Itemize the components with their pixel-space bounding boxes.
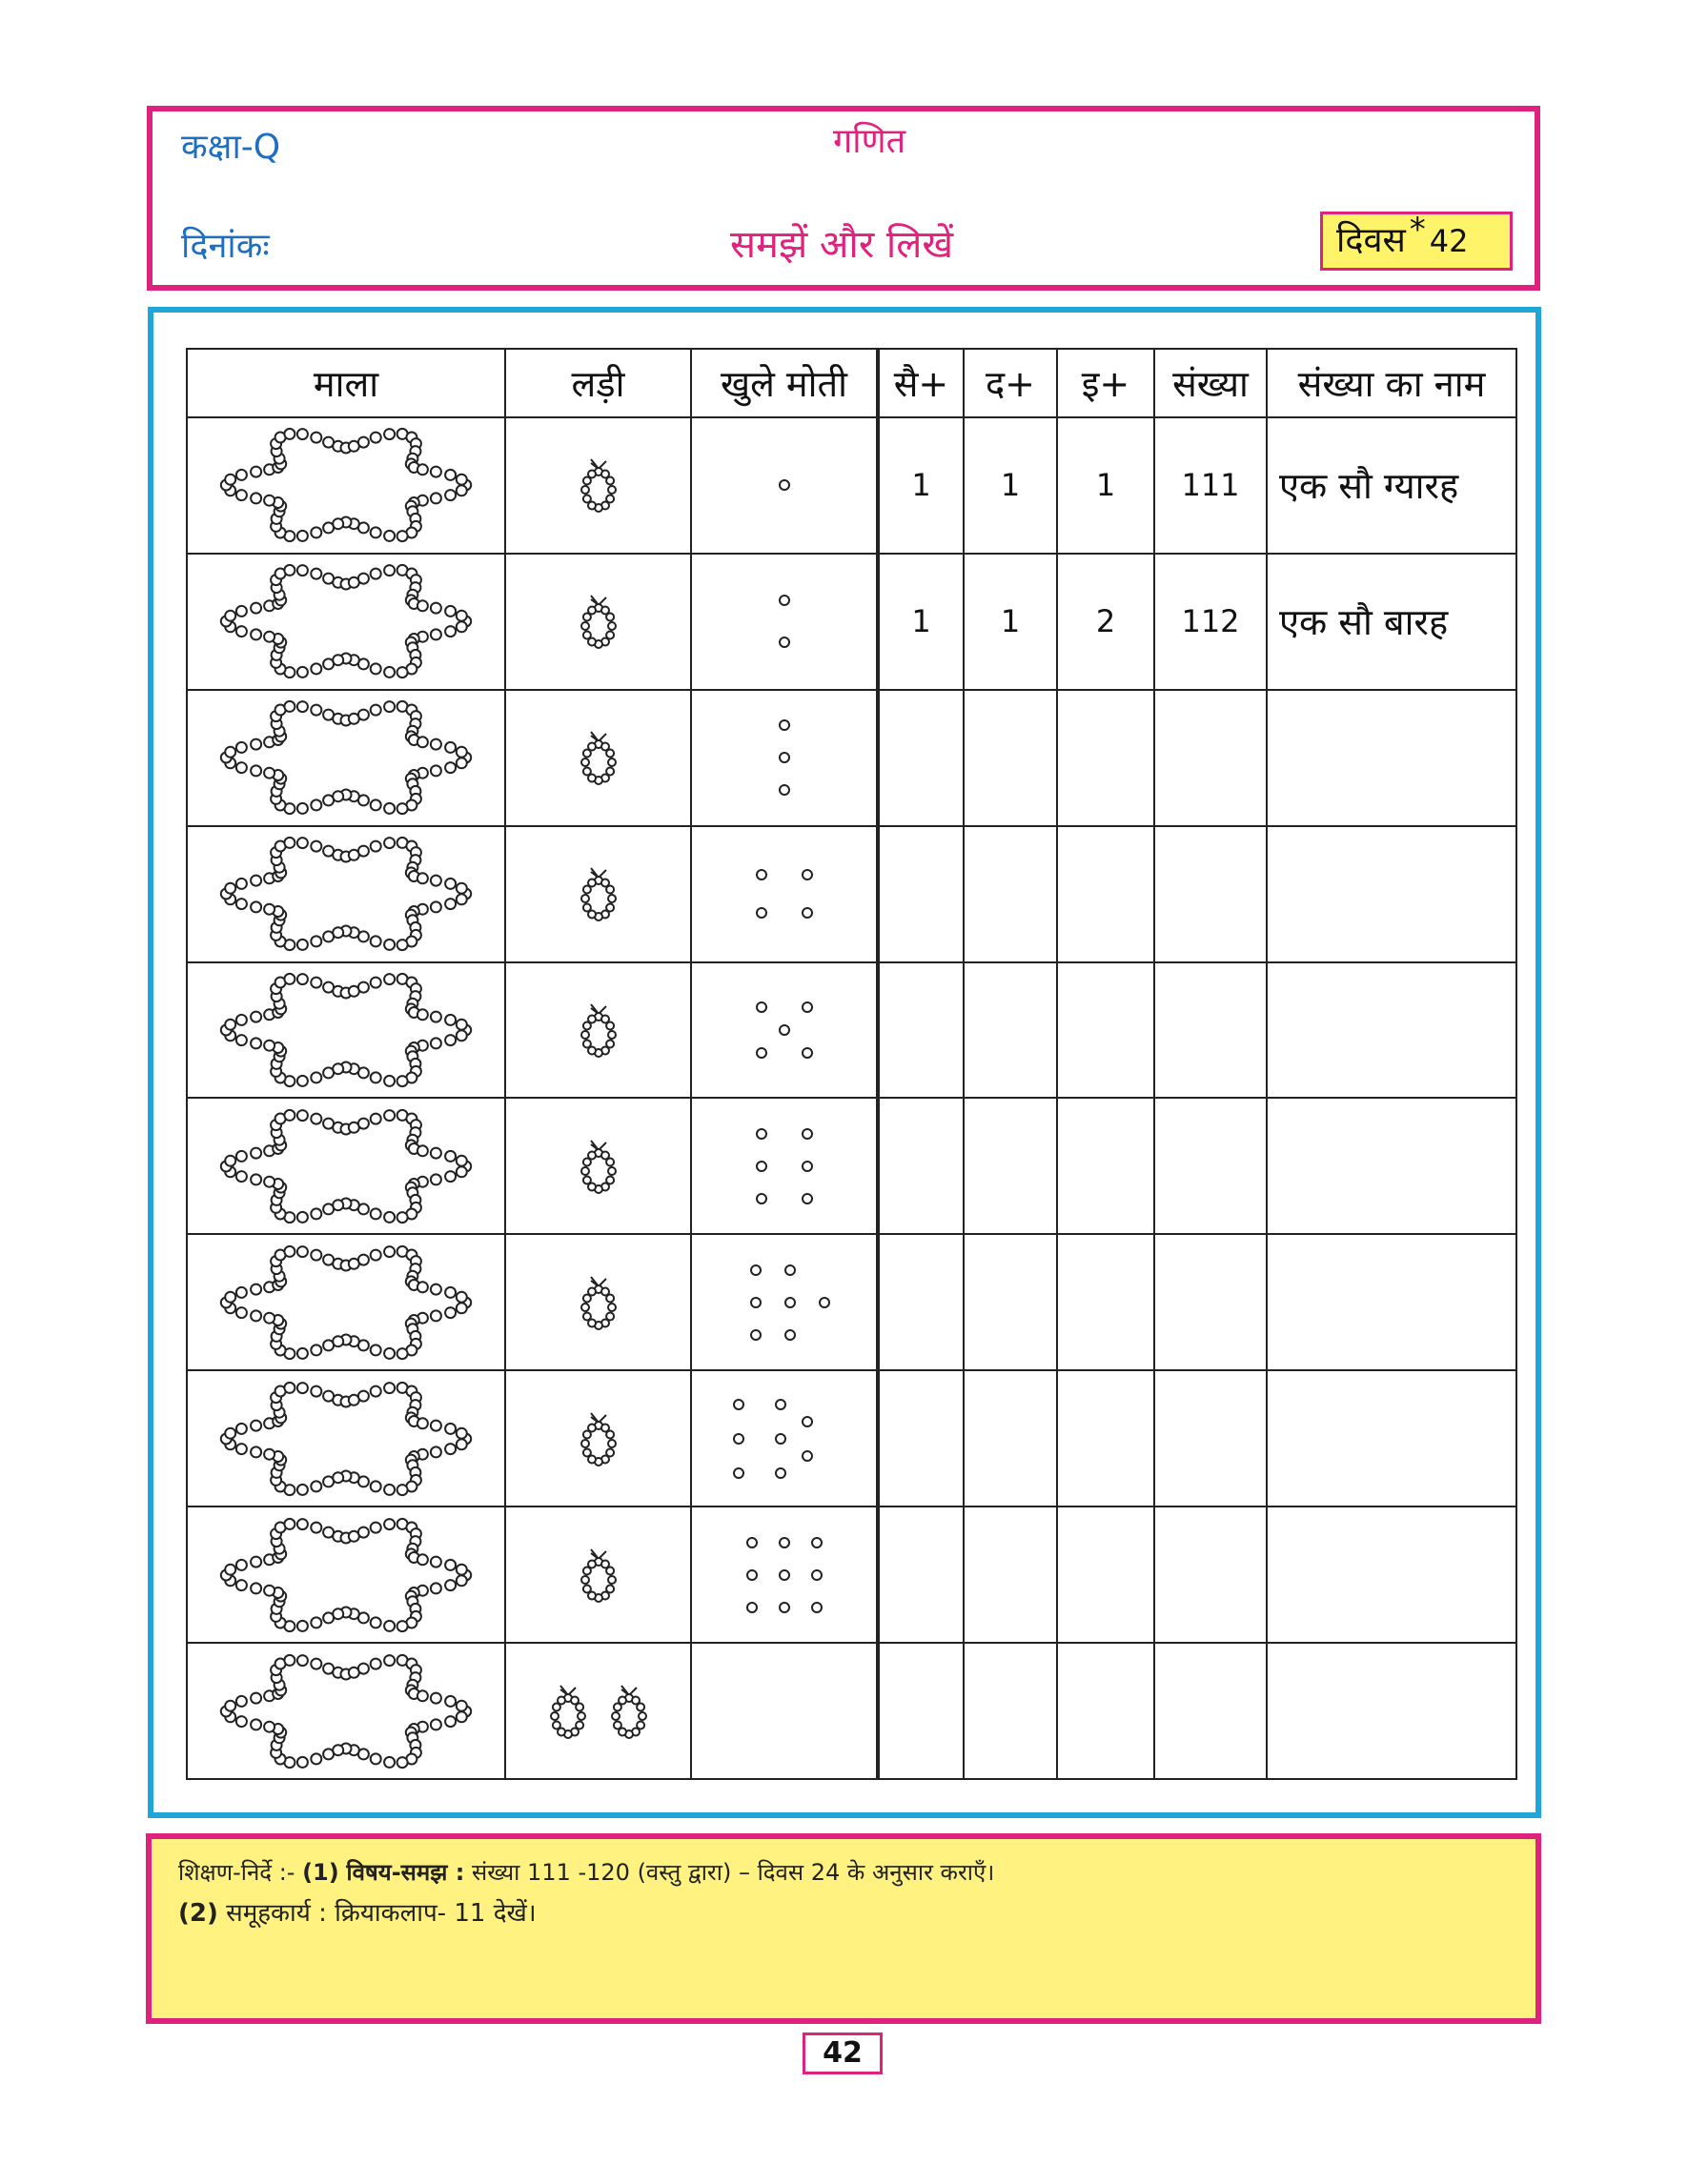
- loose-beads-icon: [713, 841, 856, 946]
- hundreds-cell[interactable]: [878, 826, 964, 962]
- teaching-notes-box: [146, 1833, 1541, 2024]
- strand-cell: [505, 826, 691, 962]
- bead-strand-icon: [577, 728, 620, 787]
- hundreds-cell[interactable]: [878, 1370, 964, 1507]
- garland-cell: [187, 826, 505, 962]
- garland-icon: [217, 1508, 475, 1642]
- number-name-cell[interactable]: [1267, 1643, 1516, 1779]
- loose-beads-icon: [713, 1250, 856, 1355]
- worksheet-table: [186, 348, 1517, 1780]
- table-row: [187, 1643, 1516, 1779]
- note-1-text: संख्या 111 -120 (वस्तु द्वारा) – दिवस 24 के अनुसार कराएँ।: [472, 1859, 995, 1886]
- number-name-cell[interactable]: [1267, 1507, 1516, 1643]
- day-number: 42: [1429, 223, 1469, 259]
- bead-strand-icon: [607, 1682, 651, 1741]
- strand-cell: [505, 690, 691, 826]
- loose-beads-icon: [713, 433, 856, 537]
- garland-icon: [217, 691, 475, 824]
- bead-strand-icon: [577, 1546, 620, 1605]
- tens-cell[interactable]: [964, 1507, 1057, 1643]
- note-1-number: (1): [302, 1859, 339, 1886]
- hundreds-cell[interactable]: [878, 1098, 964, 1234]
- loose-beads-icon: [713, 1523, 856, 1628]
- ones-cell[interactable]: [1057, 1507, 1154, 1643]
- col-header-number-name: संख्या का नाम: [1267, 349, 1516, 417]
- bead-strand-icon: [546, 1682, 590, 1741]
- table-row: [187, 962, 1516, 1099]
- number-cell[interactable]: 112: [1154, 554, 1267, 690]
- bead-strand-icon: [577, 455, 620, 515]
- hundreds-cell[interactable]: [878, 690, 964, 826]
- number-name-cell[interactable]: [1267, 1370, 1516, 1507]
- number-cell[interactable]: [1154, 1234, 1267, 1370]
- number-name-cell[interactable]: [1267, 962, 1516, 1099]
- number-name-cell[interactable]: [1267, 1234, 1516, 1370]
- loose-beads-cell: [691, 826, 878, 962]
- tens-cell[interactable]: [964, 962, 1057, 1099]
- strand-cell: [505, 1234, 691, 1370]
- loose-beads-cell: [691, 1643, 878, 1779]
- ones-cell[interactable]: 2: [1057, 554, 1154, 690]
- number-cell[interactable]: 111: [1154, 417, 1267, 554]
- class-label: कक्षा-Q: [181, 128, 281, 167]
- tens-cell[interactable]: [964, 1643, 1057, 1779]
- bead-strand-icon: [577, 1001, 620, 1060]
- strand-cell: [505, 1643, 691, 1779]
- garland-icon: [217, 1645, 475, 1778]
- ones-cell[interactable]: [1057, 1643, 1154, 1779]
- garland-icon: [217, 1236, 475, 1369]
- table-row: [187, 826, 1516, 962]
- hundreds-cell[interactable]: [878, 1643, 964, 1779]
- note-label: शिक्षण-निर्दे: [178, 1859, 273, 1886]
- tens-cell[interactable]: [964, 1370, 1057, 1507]
- day-word: दिवस: [1336, 221, 1406, 260]
- garland-cell: [187, 1643, 505, 1779]
- garland-icon: [217, 418, 475, 552]
- hundreds-cell[interactable]: [878, 1507, 964, 1643]
- loose-beads-cell: [691, 690, 878, 826]
- teaching-note-2: [178, 1894, 537, 1929]
- col-header-ladi: लड़ी: [505, 349, 691, 417]
- number-name-cell[interactable]: एक सौ बारह: [1267, 554, 1516, 690]
- garland-cell: [187, 1234, 505, 1370]
- header-box: [147, 106, 1540, 291]
- loose-beads-cell: [691, 1507, 878, 1643]
- garland-cell: [187, 554, 505, 690]
- loose-beads-icon: [713, 978, 856, 1082]
- garland-icon: [217, 1372, 475, 1506]
- worksheet-frame: [148, 307, 1541, 1818]
- garland-icon: [217, 555, 475, 688]
- date-label: दिनांकः: [181, 227, 270, 266]
- hundreds-cell[interactable]: 1: [878, 417, 964, 554]
- strand-cell: [505, 1370, 691, 1507]
- number-cell[interactable]: [1154, 1370, 1267, 1507]
- table-body: [187, 417, 1516, 1779]
- ones-cell[interactable]: 1: [1057, 417, 1154, 554]
- number-cell[interactable]: [1154, 1098, 1267, 1234]
- number-name-cell[interactable]: एक सौ ग्यारह: [1267, 417, 1516, 554]
- col-header-mala: माला: [187, 349, 505, 417]
- table-row: [187, 1370, 1516, 1507]
- number-name-cell[interactable]: [1267, 826, 1516, 962]
- strand-cell: [505, 417, 691, 554]
- loose-beads-icon: [713, 705, 856, 810]
- garland-cell: [187, 1507, 505, 1643]
- strand-cell: [505, 1507, 691, 1643]
- tens-cell[interactable]: [964, 690, 1057, 826]
- garland-cell: [187, 417, 505, 554]
- number-name-cell[interactable]: [1267, 690, 1516, 826]
- tens-cell[interactable]: 1: [964, 554, 1057, 690]
- hundreds-cell[interactable]: 1: [878, 554, 964, 690]
- note-2-text: समूहकार्य : क्रियाकलाप- 11 देखें।: [226, 1899, 537, 1928]
- strand-cell: [505, 962, 691, 1099]
- garland-cell: [187, 1098, 505, 1234]
- strand-cell: [505, 1098, 691, 1234]
- topic-title: समझें और लिखें: [730, 223, 954, 267]
- garland-icon: [217, 827, 475, 961]
- teaching-note-1: [178, 1856, 994, 1888]
- header-row: [187, 349, 1516, 417]
- col-header-loose-beads: खुले मोती: [691, 349, 878, 417]
- number-cell[interactable]: [1154, 690, 1267, 826]
- number-cell[interactable]: [1154, 826, 1267, 962]
- col-header-ones: इ+: [1057, 349, 1154, 417]
- hundreds-cell[interactable]: [878, 1234, 964, 1370]
- garland-cell: [187, 962, 505, 1099]
- subject-label: गणित: [833, 122, 906, 161]
- ones-cell[interactable]: [1057, 826, 1154, 962]
- table-row: [187, 690, 1516, 826]
- loose-beads-cell: [691, 1370, 878, 1507]
- loose-beads-cell: [691, 554, 878, 690]
- note-separator: :-: [278, 1859, 295, 1886]
- ones-cell[interactable]: [1057, 1098, 1154, 1234]
- ones-cell[interactable]: [1057, 690, 1154, 826]
- tens-cell[interactable]: [964, 826, 1057, 962]
- ones-cell[interactable]: [1057, 1234, 1154, 1370]
- loose-beads-cell: [691, 1098, 878, 1234]
- garland-icon: [217, 963, 475, 1097]
- garland-cell: [187, 1370, 505, 1507]
- bead-strand-icon: [577, 592, 620, 651]
- col-header-hundreds: सै+: [878, 349, 964, 417]
- number-cell[interactable]: [1154, 1643, 1267, 1779]
- number-cell[interactable]: [1154, 962, 1267, 1099]
- bead-strand-icon: [577, 1409, 620, 1468]
- number-cell[interactable]: [1154, 1507, 1267, 1643]
- table-row: [187, 417, 1516, 554]
- day-badge: [1320, 212, 1513, 271]
- note-2-number: (2): [178, 1899, 218, 1928]
- col-header-tens: द+: [964, 349, 1057, 417]
- loose-beads-icon: [713, 569, 856, 674]
- number-name-cell[interactable]: [1267, 1098, 1516, 1234]
- bead-strand-icon: [577, 1273, 620, 1332]
- col-header-number: संख्या: [1154, 349, 1267, 417]
- strand-cell: [505, 554, 691, 690]
- page-number: 42: [803, 2032, 883, 2074]
- hundreds-cell[interactable]: [878, 962, 964, 1099]
- loose-beads-cell: [691, 1234, 878, 1370]
- bead-strand-icon: [577, 1137, 620, 1196]
- loose-beads-cell: [691, 417, 878, 554]
- ones-cell[interactable]: [1057, 1370, 1154, 1507]
- tens-cell[interactable]: [964, 1234, 1057, 1370]
- garland-cell: [187, 690, 505, 826]
- star-icon: *: [1409, 211, 1426, 249]
- tens-cell[interactable]: [964, 1098, 1057, 1234]
- table-row: [187, 1234, 1516, 1370]
- tens-cell[interactable]: 1: [964, 417, 1057, 554]
- note-1-heading: विषय-समझ :: [346, 1859, 465, 1886]
- ones-cell[interactable]: [1057, 962, 1154, 1099]
- table-row: [187, 1098, 1516, 1234]
- loose-beads-icon: [713, 1386, 856, 1491]
- bead-strand-icon: [577, 864, 620, 923]
- loose-beads-cell: [691, 962, 878, 1099]
- table-row: [187, 1507, 1516, 1643]
- garland-icon: [217, 1100, 475, 1233]
- table-row: [187, 554, 1516, 690]
- loose-beads-icon: [713, 1114, 856, 1219]
